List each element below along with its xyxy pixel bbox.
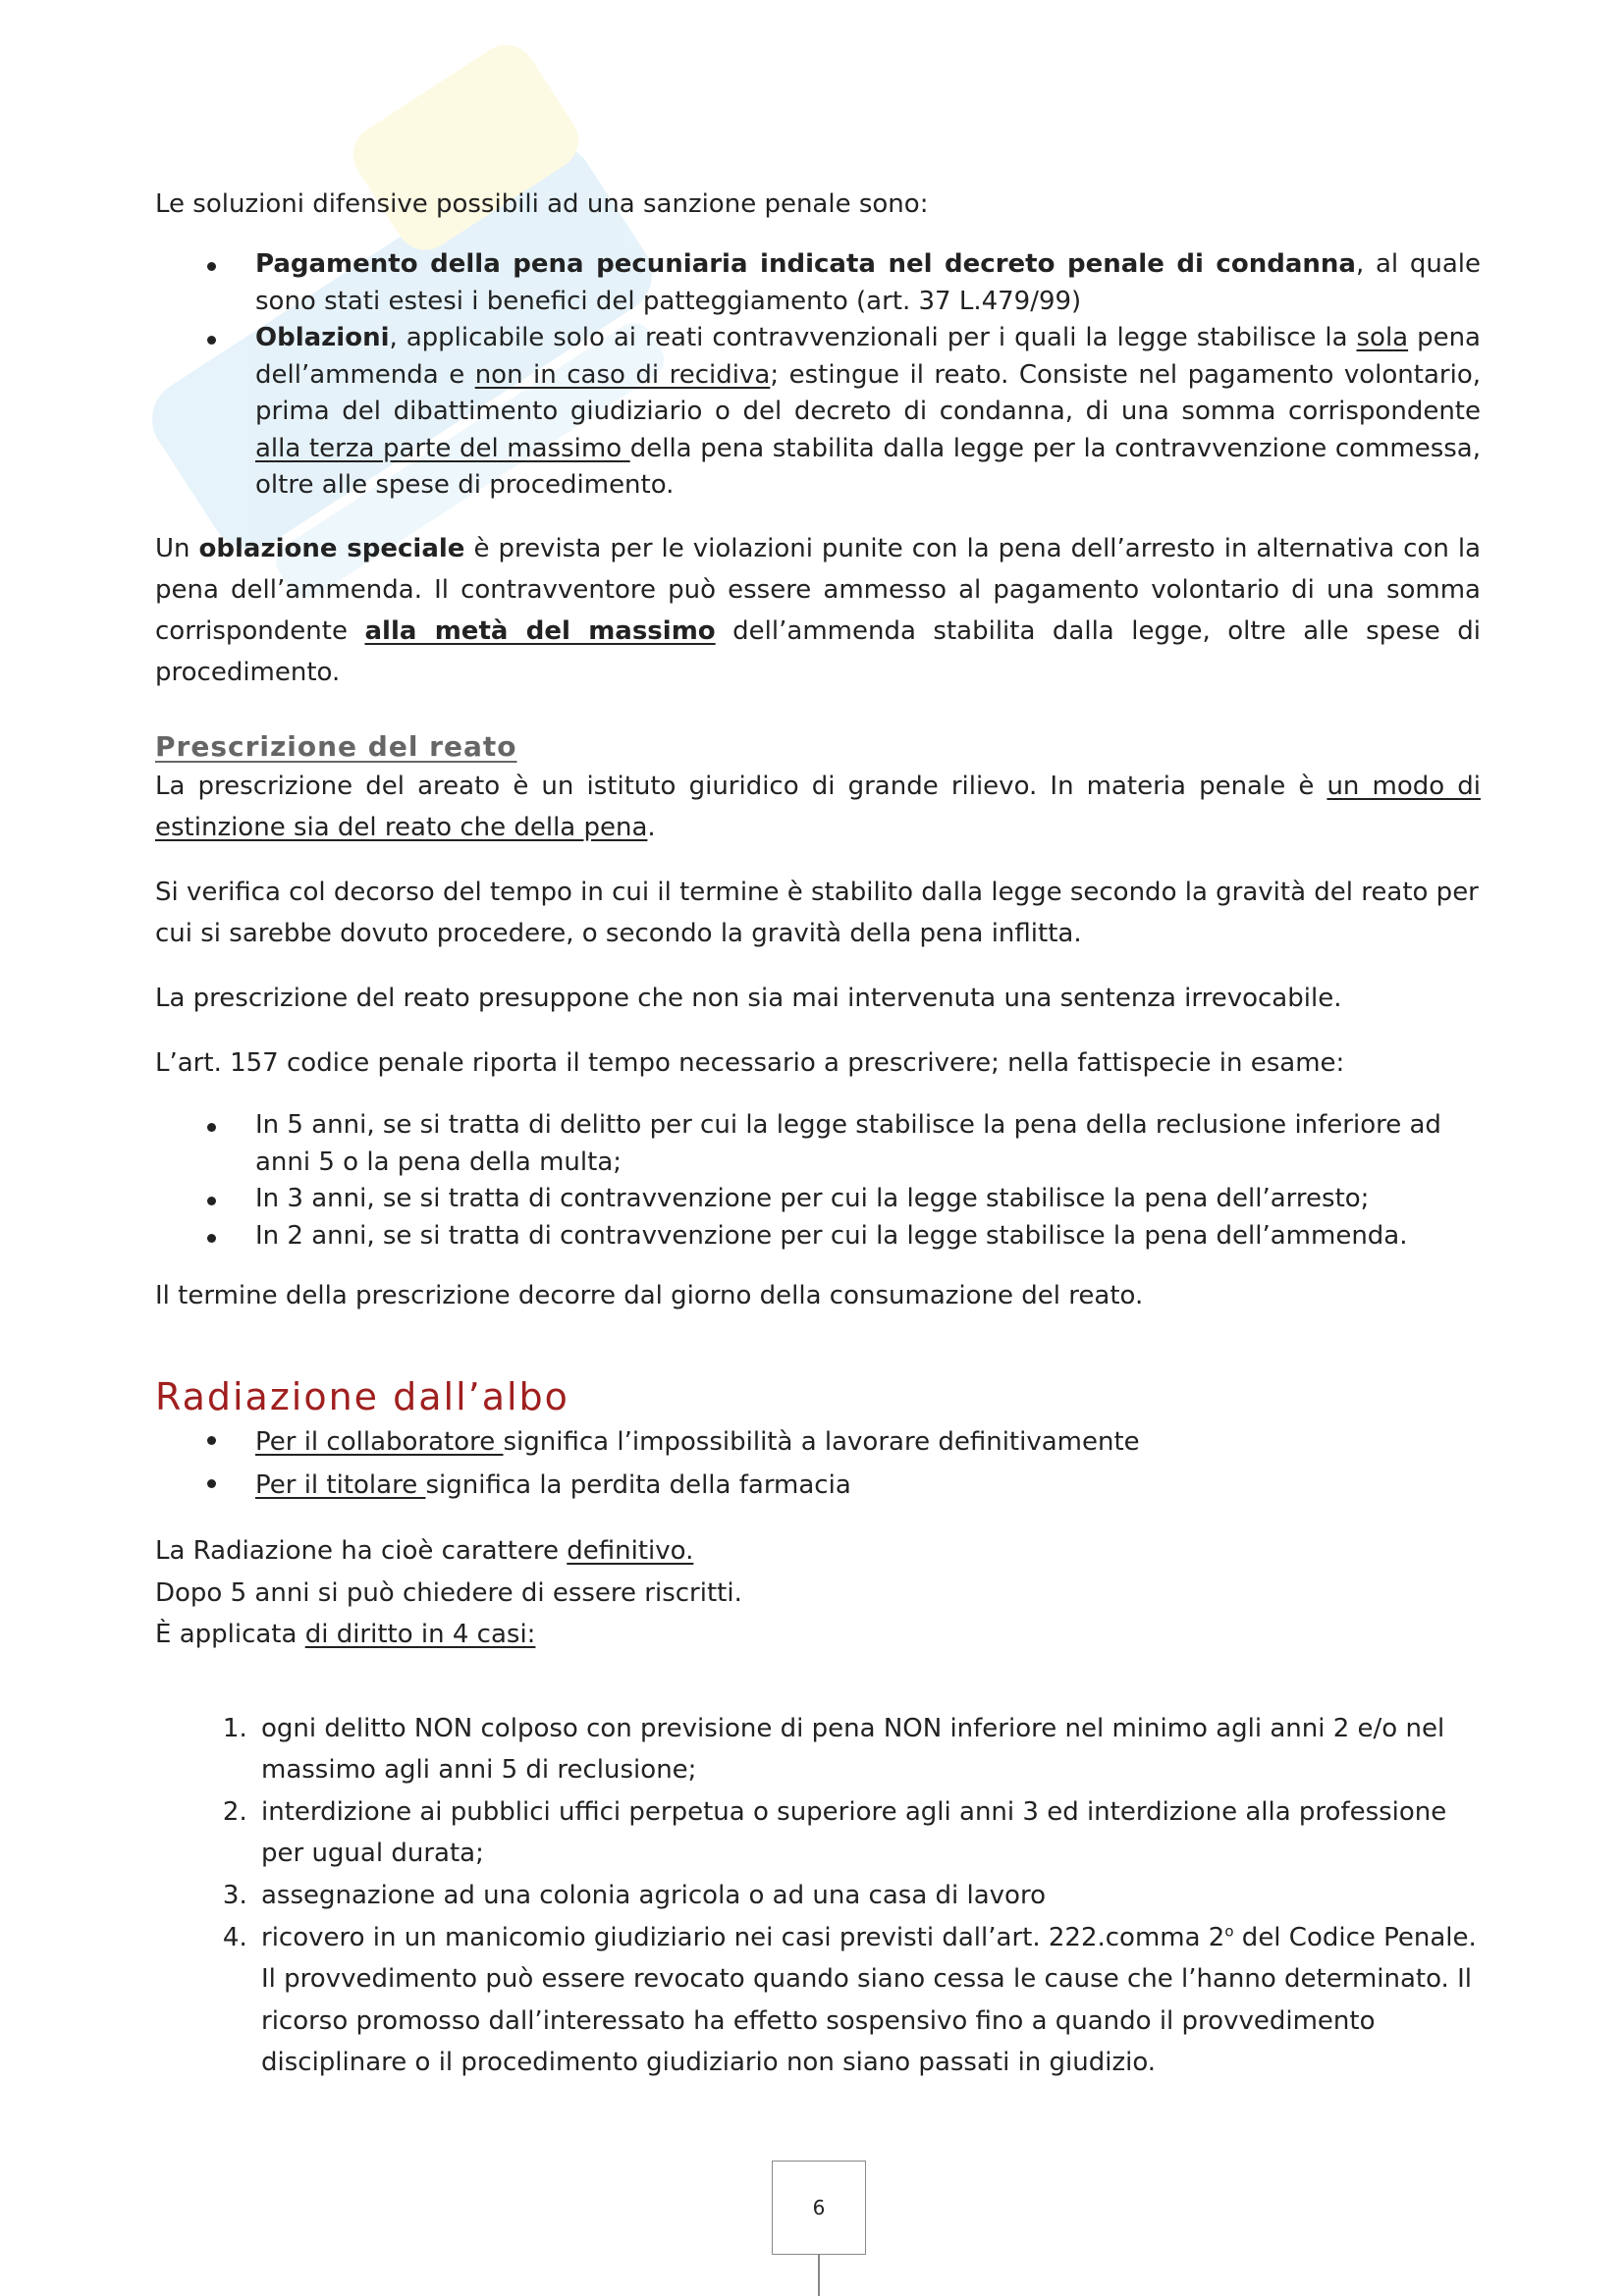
prescription-heading: Prescrizione del reato — [155, 729, 517, 763]
list-item: Per il collaboratore significa l’impossibilità a lavorare definitivamente — [255, 1420, 1481, 1464]
special-oblation-paragraph: Un oblazione speciale è prevista per le violazioni punite con la pena dell’arresto in alternativa con la pena dell’ammenda. Il contravventore può essere ammesso al pagamento volontario di una somma corrispondente alla metà del massimo dell’ammenda stabilita dalla legge, oltre alle spese di procedimento. — [155, 533, 1481, 687]
intro-paragraph: Le soluzioni difensive possibili ad una sanzione penale sono: — [155, 189, 929, 219]
prescription-paragraph-3: La prescrizione del reato presuppone che non sia mai intervenuta una sentenza irrevocabile. — [155, 984, 1342, 1014]
prescription-terms-list — [155, 1107, 1481, 1255]
page-number: 6 — [772, 2161, 866, 2255]
radiation-paragraph: La Radiazione ha cioè carattere definitivo. Dopo 5 anni si può chiedere di essere riscritti. È applicata di diritto in 4 casi: — [155, 1536, 742, 1649]
document-page — [155, 187, 1481, 2107]
prescription-paragraph-4: L’art. 157 codice penale riporta il tempo necessario a prescrivere; nella fattispecie in esame: — [155, 1048, 1345, 1079]
prescription-paragraph-2: Si verifica col decorso del tempo in cui il termine è stabilito dalla legge secondo la gravità del reato per cui si sarebbe dovuto procedere, o secondo la gravità della pena inflitta. — [155, 877, 1479, 949]
list-item: 2. interdizione ai pubblici uffici perpetua o superiore agli anni 3 ed interdizione alla professione per ugual durata; — [255, 1791, 1481, 1874]
list-item: In 5 anni, se si tratta di delitto per cui la legge stabilisce la pena della reclusione inferiore ad anni 5 o la pena della multa; — [255, 1107, 1481, 1181]
list-item: 3. assegnazione ad una colonia agricola o ad una casa di lavoro — [255, 1875, 1481, 1916]
defense-list — [155, 246, 1481, 504]
list-item: In 2 anni, se si tratta di contravvenzione per cui la legge stabilisce la pena dell’ammenda. — [255, 1218, 1481, 1255]
list-item: Pagamento della pena pecuniaria indicata nel decreto penale di condanna, al quale sono stati estesi i benefici del patteggiamento (art. 37 L.479/99) — [255, 246, 1481, 320]
prescription-paragraph-5: Il termine della prescrizione decorre dal giorno della consumazione del reato. — [155, 1281, 1144, 1311]
radiation-list — [155, 1420, 1481, 1507]
radiation-cases-list — [155, 1708, 1481, 2083]
list-item: 1. ogni delitto NON colposo con previsione di pena NON inferiore nel minimo agli anni 2 e/o nel massimo agli anni 5 di reclusione; — [255, 1708, 1481, 1790]
prescription-paragraph-1: La prescrizione del areato è un istituto giuridico di grande rilievo. In materia penale è un modo di estinzione sia del reato che della pena. — [155, 771, 1482, 842]
list-item: 4. ricovero in un manicomio giudiziario nei casi previsti dall’art. 222.comma 2$^o$ del Codice Penale. Il provvedimento può essere revocato quando siano cessa le cause che l’hanno determinato. Il ricorso promosso dall’interessato ha effetto sospensivo fino a quando il provvedimento disciplinare o il procedimento giudiziario non siano passati in giudizio. — [255, 1917, 1481, 2082]
list-item: Oblazioni, applicabile solo ai reati contravvenzionali per i quali la legge stabilisce la sola pena dell’ammenda e non in caso di recidiva; estingue il reato. Consiste nel pagamento volontario, prima del dibattimento giudiziario o del decreto di condanna, di una somma corrispondente alla terza parte del massimo della pena stabilita dalla legge per la contravvenzione commessa, oltre alle spese di procedimento. — [255, 320, 1481, 504]
list-item: Per il titolare significa la perdita della farmacia — [255, 1464, 1481, 1507]
radiation-heading: Radiazione dall’albo — [155, 1374, 569, 1418]
page-number-line — [818, 2255, 820, 2296]
list-item: In 3 anni, se si tratta di contravvenzione per cui la legge stabilisce la pena dell’arresto; — [255, 1181, 1481, 1217]
